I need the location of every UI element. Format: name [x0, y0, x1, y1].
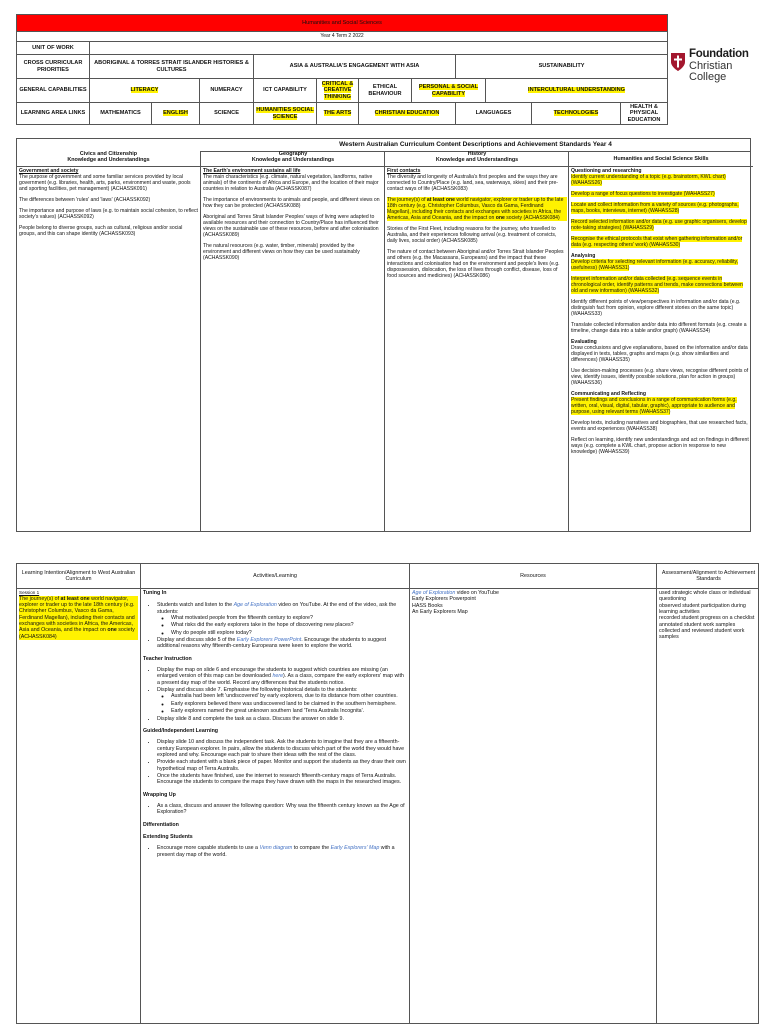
- assessment-item: recorded student progress on a checklist: [659, 615, 755, 622]
- skill-item: Identify different points of view/perspectives in information and/or data (e.g. distinguish fact from opinion, explore different stories on the same topic) (WAHASS33): [571, 299, 741, 317]
- content-description: The importance and purpose of laws (e.g. to maintain social cohesion, to reflect society's values) (ACHASSK092): [19, 208, 198, 220]
- activity-item: • Display slide 8 and complete the task as a class. Discuss the answer on slide 9.: [157, 716, 407, 722]
- activity-subitem: ◦ Why do people still explore today?: [171, 630, 407, 636]
- subheading: First contacts: [387, 168, 421, 174]
- skill-item: Translate collected information and/or data into different formats (e.g. create a timeline, change data into a table and/or graph) (WAHASS34): [571, 322, 747, 334]
- learning-area-item: ENGLISH: [163, 110, 188, 117]
- assessment-item: annotated student work samples: [659, 621, 736, 628]
- lesson-column-header: Activities/Learning: [141, 564, 410, 589]
- content-description: The nature of contact between Aboriginal and/or Torres Strait Islander Peoples and others (e.g. the Macassans, Europeans) and the impact that these interactions and colonisation had on the environment and people's lives (e.g. dispossession, dislocation, the loss of lives through conflict, disease, loss of food sources and medicines) (ACHASSK086): [387, 249, 564, 279]
- column-header: Knowledge and Understandings: [67, 156, 150, 163]
- civics-column: [17, 151, 200, 531]
- assessment-item: collected and reviewed student work samples: [659, 628, 745, 641]
- skills-column: [568, 151, 753, 531]
- activities-cell: [141, 589, 410, 1023]
- capability-item: ETHICAL BEHAVIOUR: [359, 79, 412, 103]
- learning-area-item: CHRISTIAN EDUCATION: [374, 110, 440, 117]
- activity-subitem: ◦ Early explorers believed there was undiscovered land to be claimed in the southern hemisphere.: [171, 701, 407, 707]
- skill-item: Develop criteria for selecting relevant information (e.g. accuracy, reliability, usefulness) (WAHASS31): [571, 259, 739, 271]
- content-banner: Western Australian Curriculum Content Descriptions and Achievement Standards Year 4: [200, 139, 751, 152]
- activity-item: • Display slide 10 and discuss the independent task. Ask the students to imagine that they are a fifteenth-century European explorer. In pairs, allow the students to discuss which part of the world they would have explored and why. Encourage each pair to share their ideas with the rest of the class.: [157, 739, 407, 758]
- subheading: The Earth's environment sustains all life: [203, 168, 301, 174]
- skill-item: Recognise the ethical protocols that exist when gathering information and/or data (e.g. respecting others' work) (WAHASS30): [571, 236, 743, 248]
- section-heading: Guided/Independent Learning: [143, 727, 219, 734]
- geography-column: [200, 151, 385, 531]
- section-heading: Differentiation: [143, 821, 179, 828]
- capability-item: INTERCULTURAL UNDERSTANDING: [528, 87, 625, 94]
- content-description: The natural resources (e.g. water, timber, minerals) provided by the environment and different views on how they can be used sustainably (ACHASSK090): [203, 243, 360, 261]
- capability-item: ICT CAPABILITY: [254, 79, 317, 103]
- assessment-cell: [657, 589, 759, 1023]
- capability-item: CRITICAL & CREATIVE THINKING: [321, 80, 354, 100]
- activity-item: • Display the map on slide 6 and encourage the students to suggest which countries are missing (an enlarged version of this map can be downloaded here). As a class, compare the early explorers' map with a present day map of the world. Record any differences that the students notice.: [157, 667, 407, 686]
- subheading: Evaluating: [571, 339, 597, 345]
- resources-cell: [410, 589, 657, 1023]
- subheading: Communicating and Reflecting: [571, 391, 646, 397]
- resource-item: Age of Exploration video on YouTube: [412, 590, 499, 596]
- activity-subitem: ◦ Early explorers named the great unknown southern land 'Terra Australis Incognita'.: [171, 708, 407, 714]
- resource-item: HASS Books: [412, 602, 443, 609]
- section-heading: Teacher Instruction: [143, 655, 192, 662]
- skill-item: Use decision-making processes (e.g. share views, recognise different points of view, identify issues, identify possible solutions, plan for action in groups) (WAHASS36): [571, 368, 749, 386]
- lesson-plan-table: [16, 563, 759, 1024]
- history-column: [384, 151, 569, 531]
- document-subtitle: Year 4 Term 2 2022: [17, 32, 668, 42]
- activity-item: • Provide each student with a blank piece of paper. Monitor and support the students as they draw their own hypothetical map of Terra Australis.: [157, 759, 407, 772]
- capability-item: LITERACY: [130, 87, 159, 94]
- resource-item: An Early Explorers Map: [412, 609, 468, 616]
- map-download-link[interactable]: here: [272, 673, 284, 680]
- skill-item: Identify current understanding of a topic (e.g. brainstorm, KWL chart) (WAHASS26): [571, 174, 726, 186]
- learning-area-item: HEALTH & PHYSICAL EDUCATION: [621, 103, 668, 125]
- cross-curricular-label: CROSS CURRICULAR PRIORITIES: [17, 55, 90, 79]
- logo-text-line: Foundation: [689, 48, 749, 60]
- skill-item: Develop texts, including narratives and biographies, that use researched facts, events and experiences (WAHASS38): [571, 420, 748, 432]
- unit-of-work-label: UNIT OF WORK: [17, 42, 90, 55]
- learning-area-item: MATHEMATICS: [90, 103, 152, 125]
- capability-item: NUMERACY: [200, 79, 254, 103]
- section-heading: Extending Students: [143, 833, 193, 840]
- document-title: Humanities and Social Sciences: [17, 15, 668, 32]
- activity-item: • Once the students have finished, use the internet to research fifteenth-century maps of Terra Australis. Encourage the students to compare the maps they have drawn with the maps in the researched images.: [157, 773, 407, 786]
- assessment-item: observed student participation during learning activities: [659, 602, 746, 616]
- shield-cross-icon: [670, 52, 686, 72]
- content-description-highlighted: The journey(s) of at least one world navigator, explorer or trader up to the late 18th century (e.g. Christopher Columbus, Vasco da Gama, Ferdinand Magellan), including their contacts and exchanges with societies in Africa, the Americas, Asia and Oceania, and the impact on one society (ACHASSK084): [387, 197, 567, 221]
- skill-item: Reflect on learning, identify new understandings and act on findings in different ways (e.g. complete a KWL chart, propose action in response to new knowledge) (WAHASS39): [571, 437, 749, 455]
- learning-area-links-label: LEARNING AREA LINKS: [17, 103, 90, 125]
- activity-item: • Encourage more capable students to use a Venn diagram to compare the Early Explorers' Map with a present day map of the world.: [157, 845, 407, 858]
- skill-item: Interpret information and/or data collected (e.g. sequence events in chronological order, identify patterns and trends, make connections between old and new information) (WAHASS32): [571, 276, 743, 294]
- skill-item: Draw conclusions and give explanations, based on the information and/or data displayed in texts, tables, graphs and maps (e.g. show similarities and differences) (WAHASS35): [571, 345, 748, 363]
- age-of-exploration-link[interactable]: Age of Exploration: [233, 602, 277, 609]
- activity-item: • Display and discuss slide 7. Emphasise the following historical details to the students: ◦ Australia had been left 'undiscovered' by early explorers, due to its distance from other countries. ◦ Early explorers believed there was undiscovered land to be claimed in the southern hemisphere. ◦ Early explorers named the great unknown southern land 'Terra Australis Incognita'.: [157, 687, 407, 714]
- cross-curricular-item: SUSTAINABILITY: [456, 55, 668, 79]
- skill-item: Present findings and conclusions in a range of communication forms (e.g. written, oral, visual, digital, tabular, graphic), appropriate to audience and purpose, using relevant terms (WAHASS37): [571, 397, 737, 415]
- lesson-column-header: Resources: [410, 564, 657, 589]
- capability-item: PERSONAL & SOCIAL CAPABILITY: [418, 84, 479, 97]
- resource-item: Early Explorers Powerpoint: [412, 596, 476, 603]
- content-description: The main characteristics (e.g. climate, natural vegetation, landforms, native animals) of the continents of Africa and Europe, and the location of their major countries in relation to Australia (ACHASSK087): [203, 174, 379, 192]
- learning-area-item: THE ARTS: [323, 110, 352, 117]
- early-explorers-powerpoint-link[interactable]: Early Explorers PowerPoint: [236, 637, 302, 644]
- content-description: The diversity and longevity of Australia's first peoples and the ways they are connected to Country/Place (e.g. land, sea, waterways, skies) and their pre-contact ways of life (ACHASSK083): [387, 174, 559, 192]
- skill-item: Locate and collect information from a variety of sources (e.g. photographs, maps, books, interviews, internet) (WAHASS28): [571, 202, 739, 214]
- lesson-column-header: Learning Intention/Alignment to West Australian Curriculum: [17, 564, 141, 589]
- assessment-item: used strategic whole class or individual questioning: [659, 590, 751, 603]
- lesson-column-header: Assessment/Alignment to Achievement Standards: [657, 564, 759, 589]
- content-description: Stories of the First Fleet, including reasons for the journey, who travelled to Australia, and their experiences following arrival (e.g. treatment of convicts, daily lives, social order) (ACHASSK085): [387, 226, 557, 244]
- logo-text-line: Christian: [689, 59, 733, 72]
- subheading: Government and society: [19, 168, 79, 174]
- column-header: Geography: [278, 151, 308, 157]
- learning-area-item: TECHNOLOGIES: [553, 110, 599, 117]
- cross-curricular-item: ASIA & AUSTRALIA'S ENGAGEMENT WITH ASIA: [254, 55, 456, 79]
- session-label: Session 1: [19, 590, 40, 595]
- column-header: Humanities and Social Science Skills: [613, 156, 709, 162]
- activity-subitem: ◦ What motivated people from the fifteenth century to explore?: [171, 615, 407, 621]
- venn-diagram-link[interactable]: Venn diagram: [259, 845, 293, 852]
- column-header: History: [467, 151, 487, 157]
- activity-subitem: ◦ What risks did the early explorers take in the hope of discovering new places?: [171, 622, 407, 628]
- skill-item: Record selected information and/or data (e.g. use graphic organisers, develop note-taking strategies) (WAHASS29): [571, 219, 747, 231]
- section-heading: Tuning In: [143, 590, 167, 596]
- content-description: The importance of environments to animals and people, and different views on how they can be protected (ACHASSK088): [203, 197, 380, 209]
- early-explorers-map-link[interactable]: Early Explorers' Map: [330, 845, 380, 852]
- activity-subitem: ◦ Australia had been left 'undiscovered' by early explorers, due to its distance from other countries.: [171, 693, 407, 699]
- subheading: Analysing: [571, 253, 596, 259]
- general-capabilities-label: GENERAL CAPABILITIES: [17, 79, 90, 103]
- column-header: Knowledge and Understandings: [435, 156, 519, 163]
- logo-text-line: College: [689, 70, 727, 83]
- curriculum-header-table: [16, 14, 668, 125]
- learning-area-item: LANGUAGES: [456, 103, 532, 125]
- content-description: People belong to diverse groups, such as cultural, religious and/or social groups, and this can shape identity (ACHASSK093): [19, 225, 183, 237]
- activity-item: • As a class, discuss and answer the following question: Why was the fifteenth century known as the Age of Exploration?: [157, 803, 407, 816]
- content-description: The purpose of government and some familiar services provided by local government (e.g. libraries, health, arts, parks, environment and waste, pools and sporting facilities, pet management) (ACHASSK091): [19, 174, 191, 192]
- content-description: The differences between 'rules' and 'laws' (ACHASSK092): [19, 197, 151, 203]
- activity-item: • Students watch and listen to the Age of Exploration video on YouTube. At the end of the video, ask the students: ◦ What motivated people from the fifteenth century to explore? ◦ What risks did the early explorers take in the hope of discovering new places? ◦ Why do people still explore today?: [157, 602, 407, 636]
- college-logo: [670, 46, 768, 82]
- activity-item: • Display and discuss slide 5 of the Early Explorers PowerPoint. Encourage the students to suggest additional reasons why fifteenth-century Europeans were keen to explore the world.: [157, 637, 407, 650]
- learning-intention-cell: [17, 589, 141, 1023]
- content-descriptions-table: [16, 138, 751, 532]
- cross-curricular-item: ABORIGINAL & TORRES STRAIT ISLANDER HISTORIES & CULTURES: [90, 55, 254, 79]
- learning-area-item: HUMANITIES SOCIAL SCIENCE: [256, 107, 314, 120]
- column-header: Civics and Citizenship: [79, 151, 138, 157]
- learning-intention-text: The journey(s) of at least one world navigator, explorer or trader up to the late 18th century (e.g. Christopher Columbus, Vasco da Gama, Ferdinand Magellan), including their contacts and exchanges with societies in Africa, the Americas, Asia and Oceania, and the impact on one society (ACHASSK084): [19, 596, 138, 640]
- section-heading: Wrapping Up: [143, 791, 176, 798]
- subheading: Questioning and researching: [571, 168, 642, 174]
- skill-item: Develop a range of focus questions to investigate (WAHASS27): [571, 191, 715, 197]
- age-of-exploration-resource-link[interactable]: Age of Exploration: [412, 590, 456, 596]
- content-description: Aboriginal and Torres Strait Islander Peoples' ways of living were adapted to available resources and their connection to Country/Place has influenced their views on the sustainable use of these resources, before and after colonisation (ACHASSK089): [203, 214, 379, 238]
- unit-of-work-value: [90, 42, 668, 55]
- learning-area-item: SCIENCE: [200, 103, 254, 125]
- column-header: Knowledge and Understandings: [251, 156, 335, 163]
